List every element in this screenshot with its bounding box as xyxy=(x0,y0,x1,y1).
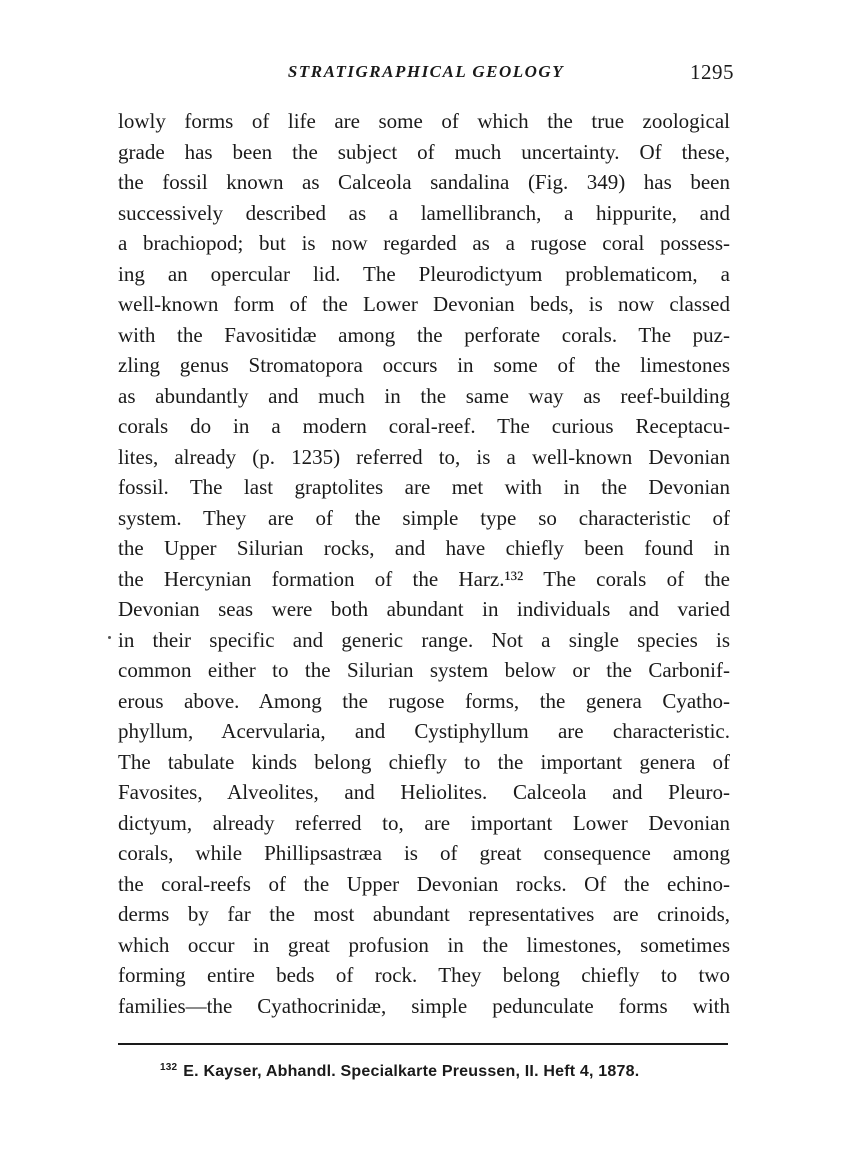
text-line: grade has been the subject of much uncertainty. Of these, xyxy=(118,139,730,164)
text-line: corals do in a modern coral-reef. The curious Receptacu- xyxy=(118,414,730,438)
text-line: well-known form of the Lower Devonian beds, is now classed xyxy=(118,292,730,316)
text-line: phyllum, Acervularia, and Cystiphyllum are characteristic. xyxy=(118,719,730,743)
text-line: the fossil known as Calceola sandalina (Fig. 349) has been xyxy=(118,170,730,194)
text-line: successively described as a lamellibranch, a hippurite, and xyxy=(118,200,730,225)
text-line: zling genus Stromatopora occurs in some of the limestones xyxy=(118,353,730,377)
text-line: forming entire beds of rock. They belong chiefly to two xyxy=(118,963,730,987)
text-line: lowly forms of life are some of which the true zoological xyxy=(118,109,730,133)
text-line: the coral-reefs of the Upper Devonian rocks. Of the echino- xyxy=(118,871,730,896)
text-line: The tabulate kinds belong chiefly to the important genera of xyxy=(118,749,730,774)
text-line: Devonian seas were both abundant in individuals and varied xyxy=(118,597,730,621)
text-line: fossil. The last graptolites are met with in the Devonian xyxy=(118,475,730,499)
text-line: with the Favositidæ among the perforate corals. The puz- xyxy=(118,322,730,347)
running-head xyxy=(118,62,734,86)
text-line: which occur in great profusion in the limestones, sometimes xyxy=(118,932,730,957)
text-line: system. They are of the simple type so characteristic of xyxy=(118,505,730,530)
text-line: as abundantly and much in the same way as reef-building xyxy=(118,383,730,408)
text-line: erous above. Among the rugose forms, the genera Cyatho- xyxy=(118,688,730,713)
footnote-number: 132 xyxy=(160,1062,178,1073)
text-line: lites, already (p. 1235) referred to, is a well-known Devonian xyxy=(118,444,730,469)
footnote xyxy=(160,1062,720,1081)
text-line: Favosites, Alveolites, and Heliolites. Calceola and Pleuro- xyxy=(118,780,730,804)
running-title: STRATIGRAPHICAL GEOLOGY xyxy=(287,62,565,81)
text-line: dictyum, already referred to, are important Lower Devonian xyxy=(118,810,730,835)
footnote-rule xyxy=(118,1043,728,1045)
text-line: corals, while Phillipsastræa is of great consequence among xyxy=(118,841,730,865)
text-line: the Upper Silurian rocks, and have chiefly been found in xyxy=(118,536,730,560)
text-line: families—the Cyathocrinidæ, simple pedunculate forms with xyxy=(118,993,730,1018)
footnote-text: E. Kayser, Abhandl. Specialkarte Preussen, II. Heft 4, 1878. xyxy=(183,1063,640,1080)
text-line: common either to the Silurian system below or the Carbonif- xyxy=(118,658,730,682)
text-line: a brachiopod; but is now regarded as a rugose coral possess- xyxy=(118,231,730,255)
page-number: 1295 xyxy=(690,60,734,84)
text-line: ing an opercular lid. The Pleurodictyum problematicom, a xyxy=(118,261,730,286)
margin-speck xyxy=(108,636,111,639)
text-line: in their specific and generic range. Not a single species is xyxy=(118,627,730,652)
text-line: derms by far the most abundant representatives are crinoids, xyxy=(118,902,730,926)
body-text xyxy=(118,106,730,1021)
text-line: the Hercynian formation of the Harz.¹³² The corals of the xyxy=(118,566,730,591)
